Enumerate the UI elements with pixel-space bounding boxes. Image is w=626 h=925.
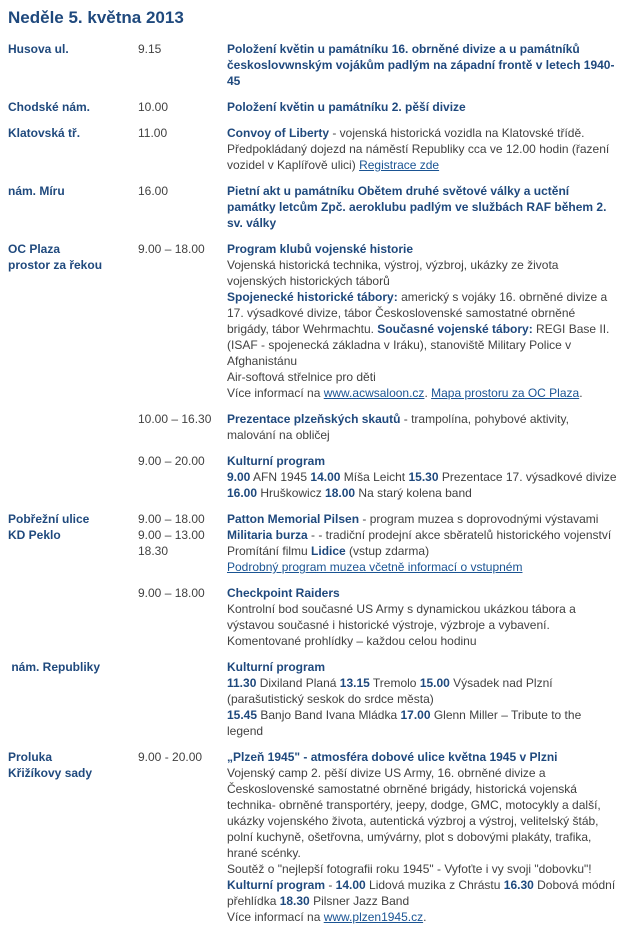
body-text: Více informací na — [227, 910, 324, 924]
bold-text: Lidice — [311, 544, 346, 558]
location-cell — [8, 453, 138, 501]
schedule-row — [8, 749, 617, 925]
time-cell — [138, 511, 227, 575]
body-text: Tremolo — [369, 676, 420, 690]
body-text: - program muzea s doprovodnými výstavami — [359, 512, 599, 526]
description-paragraph — [227, 469, 617, 501]
time-line: 9.00 - 20.00 — [138, 750, 203, 764]
description-paragraph — [227, 749, 617, 765]
bold-text: Militaria burza — [227, 528, 308, 542]
bold-text: 15.30 — [408, 470, 439, 484]
description-paragraph — [227, 241, 617, 257]
body-text: - vojenská historická vozidla na Klatovské třídě. Předpokládaný dojezd na náměstí Republiky cca ve 12.00 hodin (řazení vozidel v Kaplířově ulici) — [227, 126, 610, 172]
description-paragraph — [227, 861, 617, 877]
description-paragraph — [227, 909, 617, 925]
bold-text: Kulturní program — [227, 454, 325, 468]
body-text: Soutěž o "nejlepší fotografii roku 1945" - Vyfoťte i vy svoji "dobovku"! — [227, 862, 592, 876]
bold-text: Spojenecké historické tábory: — [227, 290, 398, 304]
body-text: Hruškowicz — [257, 486, 326, 500]
location-line: nám. Míru — [8, 184, 65, 198]
schedule-row — [8, 585, 617, 649]
body-text: Dobová módní přehlídka — [227, 878, 616, 908]
location-line: Klatovská tř. — [8, 126, 81, 140]
location-line: Proluka — [8, 750, 53, 764]
description-paragraph — [227, 559, 617, 575]
link[interactable]: www.acwsaloon.cz — [323, 386, 425, 400]
bold-text: „Plzeň 1945" - atmosféra dobové ulice května 1945 v Plzni — [227, 750, 558, 764]
bold-text: Prezentace plzeňských skautů — [227, 412, 401, 426]
time-line: 10.00 — [138, 100, 169, 114]
time-cell — [138, 585, 227, 649]
body-text: - trampolína, pohybové aktivity, malování na obličej — [227, 412, 569, 442]
description-cell — [227, 241, 617, 401]
bold-text: 15.45 — [227, 708, 258, 722]
description-cell — [227, 585, 617, 649]
time-line: 11.00 — [138, 126, 168, 140]
description-paragraph — [227, 257, 617, 289]
description-cell — [227, 183, 617, 231]
description-paragraph — [227, 183, 617, 231]
description-paragraph — [227, 527, 617, 543]
body-text: Více informací na — [227, 386, 324, 400]
description-paragraph — [227, 659, 617, 675]
body-text: Výsadek nad Plzní (parašutistický seskok do srdce města) — [227, 676, 553, 706]
page-title: Neděle 5. května 2013 — [8, 8, 184, 27]
bold-text: Patton Memorial Pilsen — [227, 512, 360, 526]
body-text: Na starý kolena band — [355, 486, 472, 500]
bold-text: 14.00 — [335, 878, 366, 892]
time-line: 16.00 — [138, 184, 169, 198]
body-text: Kontrolní bod současné US Army s dynamickou ukázkou tábora a výstavou současné i historické výstroje, výzbroje a vybavení. Komentované prohlídky – každou celou hodinu — [227, 602, 576, 648]
description-paragraph — [227, 877, 617, 909]
body-text: Prezentace 17. výsadkové divize — [438, 470, 617, 484]
time-line: 9.00 – 18.00 — [138, 512, 205, 526]
bold-text: 17.00 — [400, 708, 431, 722]
bold-text: Checkpoint Raiders — [227, 586, 340, 600]
description-paragraph — [227, 707, 617, 739]
time-line: 10.00 – 16.30 — [138, 412, 212, 426]
description-paragraph — [227, 511, 617, 527]
location-cell — [8, 511, 138, 575]
description-cell — [227, 511, 617, 575]
description-cell — [227, 453, 617, 501]
body-text: Air-softová střelnice pro děti — [227, 370, 376, 384]
description-paragraph — [227, 385, 617, 401]
schedule-row — [8, 241, 617, 401]
body-text: Vojenská historická technika, výstroj, výzbroj, ukázky ze života vojenských historických táborů — [227, 258, 559, 288]
description-paragraph — [227, 411, 617, 443]
location-cell — [8, 183, 138, 231]
location-cell — [8, 749, 138, 925]
bold-text: Položení květin u památníku 2. pěší divize — [227, 100, 466, 114]
time-cell — [138, 453, 227, 501]
bold-text: 9.00 — [227, 470, 251, 484]
link[interactable]: Registrace zde — [359, 158, 440, 172]
description-cell — [227, 99, 617, 115]
description-paragraph — [227, 585, 617, 601]
bold-text: 18.30 — [279, 894, 310, 908]
body-text: . — [424, 386, 432, 400]
body-text: Dixiland Planá — [256, 676, 340, 690]
bold-text: 13.15 — [339, 676, 370, 690]
schedule-row — [8, 99, 617, 115]
time-line: 9.00 – 18.00 — [138, 242, 205, 256]
bold-text: Kulturní program — [227, 878, 325, 892]
bold-text: Program klubů vojenské historie — [227, 242, 414, 256]
time-cell — [138, 183, 227, 231]
description-cell — [227, 41, 617, 89]
bold-text: 16.00 — [227, 486, 258, 500]
schedule-row — [8, 411, 617, 443]
body-text: Lidová muzika z Chrástu — [365, 878, 504, 892]
body-text: americký s vojáky 16. obrněné divize a 17. výsadkové divize, tábor Československé samostatné obrněné brigády, tábor Wehrmachtu. — [227, 290, 608, 336]
description-cell — [227, 411, 617, 443]
schedule — [8, 41, 617, 925]
location-line: Chodské nám. — [8, 100, 91, 114]
location-cell — [8, 125, 138, 173]
schedule-row — [8, 511, 617, 575]
location-line: Křižíkovy sady — [8, 766, 93, 780]
bold-text: Convoy of Liberty — [227, 126, 330, 140]
schedule-row — [8, 183, 617, 231]
time-cell — [138, 411, 227, 443]
time-cell — [138, 125, 227, 173]
time-line: 18.30 — [138, 544, 169, 558]
description-paragraph — [227, 289, 617, 369]
time-line: 9.00 – 13.00 — [138, 528, 205, 542]
time-line: 9.00 – 18.00 — [138, 586, 205, 600]
body-text: Banjo Band Ivana Mládka — [257, 708, 401, 722]
bold-text: Položení květin u památníku 16. obrněné divize a u památníků českoslovwnským vojákům padlým na západní frontě v letech 1940- 45 — [227, 42, 615, 88]
location-line: OC Plaza — [8, 242, 61, 256]
body-text: (vstup zdarma) — [345, 544, 430, 558]
body-text: Promítání filmu — [227, 544, 312, 558]
bold-text: 14.00 — [310, 470, 341, 484]
link[interactable]: www.plzen1945.cz — [323, 910, 424, 924]
body-text: . — [423, 910, 427, 924]
description-paragraph — [227, 601, 617, 649]
body-text: REGI Base II. (ISAF - spojenecká základna v Iráku), stanoviště Military Police v Afghanistánu — [227, 322, 610, 368]
time-cell — [138, 241, 227, 401]
location-cell — [8, 585, 138, 649]
bold-text: 16.30 — [503, 878, 534, 892]
time-cell — [138, 659, 227, 739]
location-cell — [8, 41, 138, 89]
description-paragraph — [227, 453, 617, 469]
location-line: nám. Republiky — [8, 660, 101, 674]
schedule-row — [8, 125, 617, 173]
body-text: AFN 1945 — [250, 470, 311, 484]
time-cell — [138, 99, 227, 115]
description-paragraph — [227, 41, 617, 89]
description-cell — [227, 125, 617, 173]
bold-text: 11.30 — [227, 676, 257, 690]
location-line: Husova ul. — [8, 42, 69, 56]
body-text: . — [579, 386, 583, 400]
description-paragraph — [227, 125, 617, 173]
schedule-row — [8, 41, 617, 89]
location-cell — [8, 659, 138, 739]
location-cell — [8, 411, 138, 443]
location-line: Pobřežní ulice — [8, 512, 90, 526]
description-paragraph — [227, 369, 617, 385]
body-text: Vojenský camp 2. pěší divize US Army, 16. obrněné divize a Československé samostatné obrněné brigády, historická vojenská technika- obrněné transportéry, jeepy, dodge, GMC, motocykly a další, ukázky vojenského života, autentická výzbroj a výstroj, velitelský štáb, polní kuchyně, ošetřovna, umývárny, plot s dobovými plakáty, trafika, hrané scénky. — [227, 766, 601, 860]
bold-text: 15.00 — [419, 676, 450, 690]
location-line: KD Peklo — [8, 528, 61, 542]
description-paragraph — [227, 99, 617, 115]
description-paragraph — [227, 675, 617, 707]
body-text: - - tradiční prodejní akce sběratelů historického vojenství — [307, 528, 612, 542]
time-line: 9.00 – 20.00 — [138, 454, 205, 468]
location-line: prostor za řekou — [8, 258, 103, 272]
body-text: Míša Leicht — [340, 470, 409, 484]
bold-text: Pietní akt u památníku Obětem druhé světové války a uctění památky letcům Zpč. aeroklubu padlým ve službách RAF během 2. sv. války — [227, 184, 607, 230]
schedule-row — [8, 453, 617, 501]
description-paragraph — [227, 543, 617, 559]
body-text: Glenn Miller – Tribute to the legend — [227, 708, 582, 738]
bold-text: Kulturní program — [227, 660, 325, 674]
description-cell — [227, 659, 617, 739]
time-line: 9.15 — [138, 42, 162, 56]
description-cell — [227, 749, 617, 925]
bold-text: 18.00 — [325, 486, 356, 500]
bold-text: Současné vojenské tábory: — [377, 322, 533, 336]
schedule-row — [8, 659, 617, 739]
body-text: Pilsner Jazz Band — [309, 894, 410, 908]
time-cell — [138, 41, 227, 89]
location-cell — [8, 99, 138, 115]
time-cell — [138, 749, 227, 925]
description-paragraph — [227, 765, 617, 861]
link[interactable]: Podrobný program muzea včetně informací o vstupném — [227, 560, 523, 574]
body-text: - — [325, 878, 336, 892]
location-cell — [8, 241, 138, 401]
link[interactable]: Mapa prostoru za OC Plaza — [431, 386, 580, 400]
